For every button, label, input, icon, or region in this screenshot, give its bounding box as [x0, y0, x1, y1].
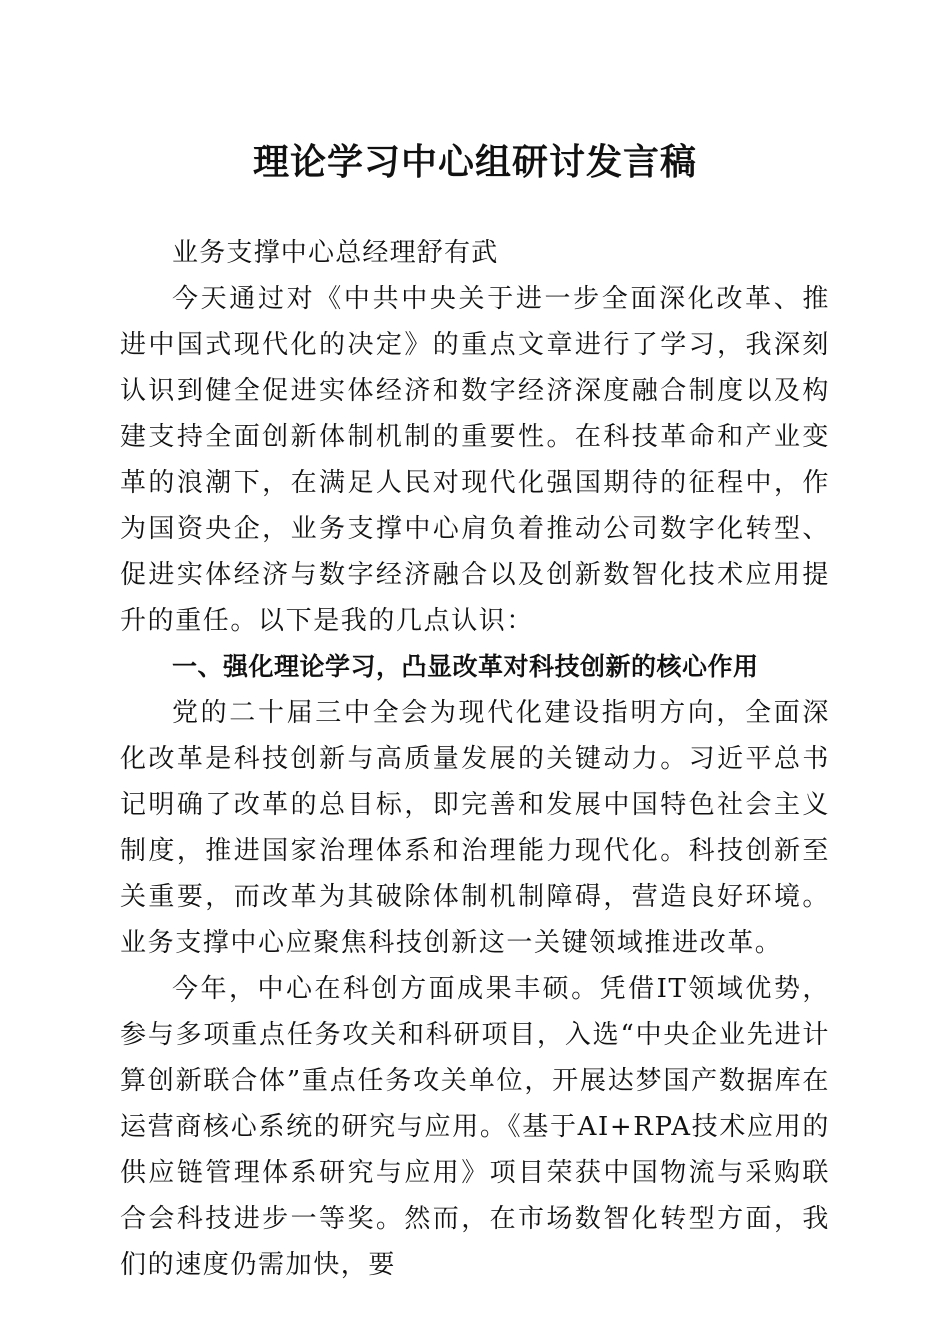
- section-heading: 一、强化理论学习，凸显改革对科技创新的核心作用: [172, 652, 759, 681]
- author-line: 业务支撑中心总经理舒有武: [172, 238, 499, 268]
- document-body: [120, 230, 830, 1288]
- intro-paragraph: 今天通过对《中共中央关于进一步全面深化改革、推进中国式现代化的决定》的重点文章进行了学习，我深刻认识到健全促进实体经济和数字经济深度融合制度以及构建支持全面创新体制机制的重要性。在科技革命和产业变革的浪潮下，在满足人民对现代化强国期待的征程中，作为国资央企，业务支撑中心肩负着推动公司数字化转型、促进实体经济与数字经济融合以及创新数智化技术应用提升的重任。以下是我的几点认识：: [120, 284, 830, 636]
- section-paragraph-2: 今年，中心在科创方面成果丰硕。凭借IT领域优势，参与多项重点任务攻关和科研项目，入选“中央企业先进计算创新联合体”重点任务攻关单位，开展达梦国产数据库在运营商核心系统的研究与应用。《基于AI+RPA技术应用的供应链管理体系研究与应用》项目荣获中国物流与采购联合会科技进步一等奖。然而，在市场数智化转型方面，我们的速度仍需加快，要: [120, 974, 830, 1280]
- section-paragraph-1: 党的二十届三中全会为现代化建设指明方向，全面深化改革是科技创新与高质量发展的关键动力。习近平总书记明确了改革的总目标，即完善和发展中国特色社会主义制度，推进国家治理体系和治理能力现代化。科技创新至关重要，而改革为其破除体制机制障碍，营造良好环境。业务支撑中心应聚焦科技创新这一关键领域推进改革。: [120, 698, 830, 958]
- document-title: 理论学习中心组研讨发言稿: [252, 141, 697, 183]
